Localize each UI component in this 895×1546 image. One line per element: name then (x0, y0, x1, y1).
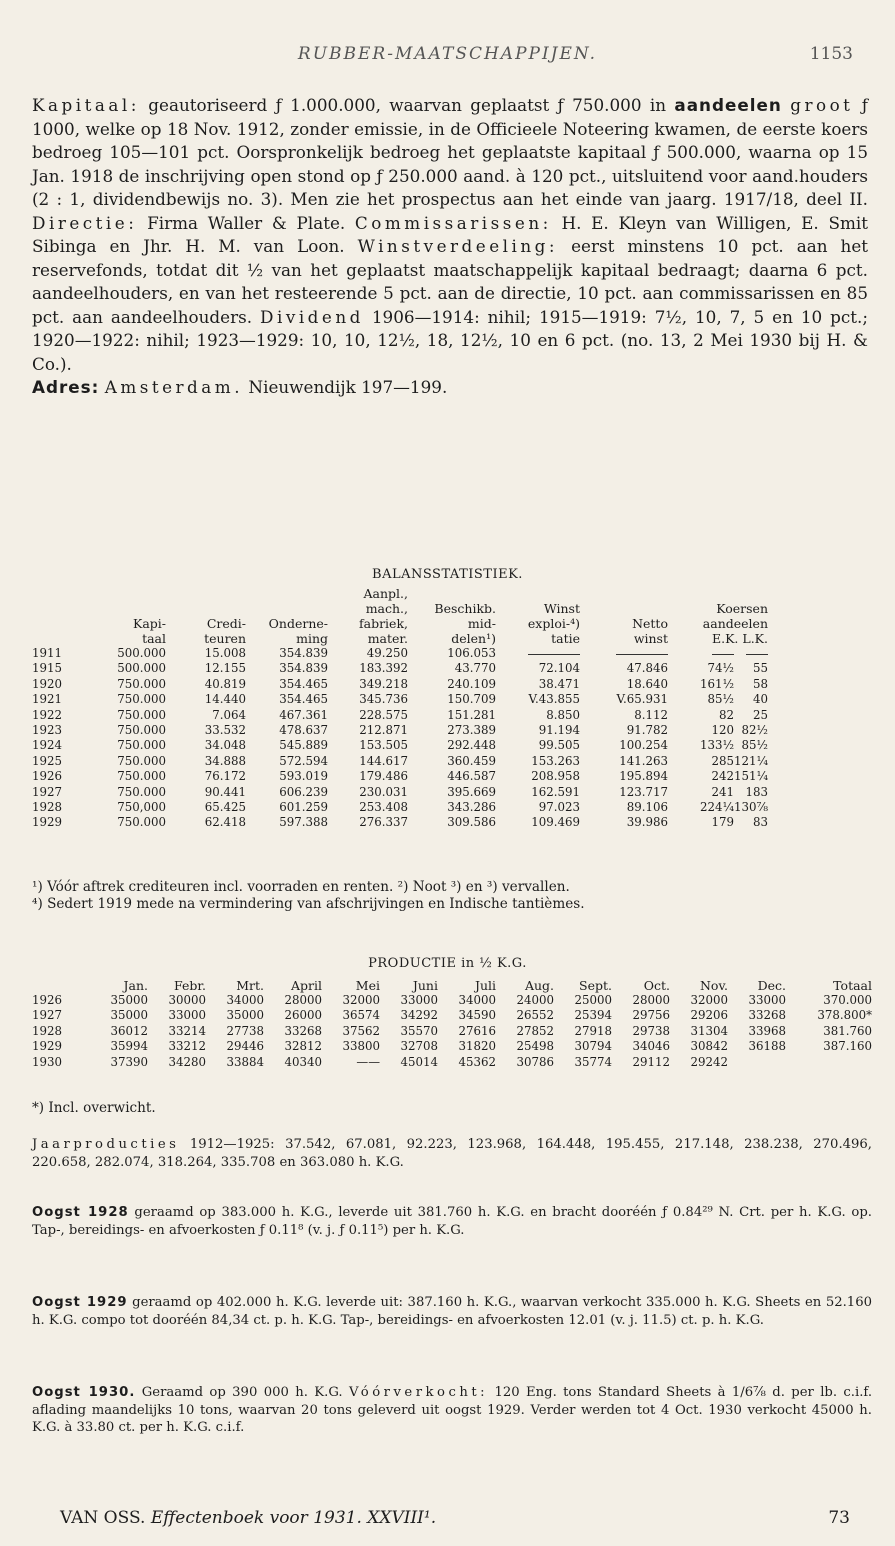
jaarproducties-label: Jaarproducties (32, 1137, 180, 1152)
table-cell: 27616 (458, 1023, 496, 1038)
table-cell: 33214 (168, 1023, 206, 1038)
table-cell: —— (356, 1054, 380, 1069)
table-cell: 7.064 (212, 707, 246, 722)
month-header: Jan. (123, 978, 148, 993)
table-cell: 354.465 (279, 692, 328, 707)
table-cell: 378.800* (817, 1008, 872, 1023)
table-cell: 26552 (516, 1008, 554, 1023)
table-cell: 55 (752, 661, 768, 676)
table-cell: 31304 (690, 1023, 728, 1038)
table-cell: 82 (718, 707, 734, 722)
table-cell: 45362 (458, 1054, 496, 1069)
table-cell: 36012 (110, 1023, 148, 1038)
page-footer (60, 1508, 850, 1528)
table-cell: 606.239 (279, 784, 328, 799)
table-cell: 478.637 (279, 723, 328, 738)
table-cell: 395.669 (447, 784, 496, 799)
footer-book: Effectenboek voor 1931. (150, 1508, 362, 1528)
table-cell: 195.894 (619, 769, 668, 784)
table-cell: 285 (711, 753, 734, 768)
month-header: Oct. (643, 978, 670, 993)
col-koersen: Koersen aandeelen E.K. L.K. (702, 601, 768, 646)
col-kapitaal: Kapi- taal (132, 616, 166, 646)
table-cell: 120 (711, 723, 734, 738)
oogst-1930-text-a: Geraamd op 390 000 h. K.G. (141, 1385, 343, 1400)
table-cell: 161½ (700, 676, 734, 691)
table-cell: 25000 (574, 993, 612, 1007)
table-cell: 33884 (226, 1054, 264, 1069)
year-cell: 1926 (32, 993, 63, 1007)
table-cell: 14.440 (204, 692, 246, 707)
table-cell: 500.000 (117, 646, 166, 660)
footer-volume: XXVIII¹. (367, 1508, 437, 1528)
table-cell: 28000 (284, 993, 322, 1007)
table-cell: V.65.931 (616, 692, 668, 707)
adres-city: Amsterdam. (104, 377, 244, 397)
table-cell: 130⅞ (734, 800, 768, 815)
kapitaal-text: geautoriseerd ƒ 1.000.000, waarvan geplaatst ƒ 750.000 in (148, 95, 667, 115)
table-cell: 35000 (226, 1008, 264, 1023)
table-cell: 151¼ (734, 769, 768, 784)
year-cell: 1930 (32, 1054, 63, 1069)
table-cell: 33268 (284, 1023, 322, 1038)
table-cell: 32708 (400, 1039, 438, 1054)
table-cell: 467.361 (279, 707, 328, 722)
table-cell: 597.388 (279, 815, 328, 830)
table-cell: 1921 (32, 692, 63, 707)
table-cell (580, 646, 668, 661)
table-cell: 162.591 (531, 784, 580, 799)
table-cell: 179.486 (359, 769, 408, 784)
table-cell (668, 646, 734, 661)
table-cell: 91.194 (538, 723, 580, 738)
table-cell: 1922 (32, 707, 63, 722)
directie-label: Directie: (32, 212, 138, 233)
table-cell: 106.053 (447, 646, 496, 660)
table-cell: 33800 (342, 1039, 380, 1054)
table-cell: 370.000 (823, 993, 872, 1007)
table-cell: 354.839 (279, 646, 328, 660)
productie-note: *) Incl. overwicht. (32, 1100, 156, 1116)
jaarproducties-text: 1912—1925: 37.542, 67.081, 92.223, 123.968, 164.448, 195.455, 217.148, 238.238, 270.496, 220.658, 282.074, 318.264, 335.708 en 363.080 h. K.G. (32, 1137, 872, 1170)
table-cell: 750.000 (117, 723, 166, 738)
page-header (0, 44, 895, 74)
table-cell: 29112 (632, 1054, 670, 1069)
table-cell: 153.263 (531, 753, 580, 768)
table-cell: 212.871 (359, 723, 408, 738)
table-cell: 29242 (690, 1054, 728, 1069)
table-cell: 37390 (110, 1054, 148, 1069)
table-row (32, 708, 768, 723)
productie-title: PRODUCTIE in ½ K.G. (368, 956, 527, 971)
month-header: Mrt. (236, 978, 264, 993)
table-cell: 74½ (707, 661, 734, 676)
table-cell: 32000 (342, 993, 380, 1007)
col-crediteuren: Credi- teuren (204, 616, 246, 646)
table-cell: 183 (745, 784, 768, 799)
table-cell: 34046 (632, 1039, 670, 1054)
table-cell: 91.782 (626, 723, 668, 738)
table-cell: 230.031 (359, 784, 408, 799)
adres-label: Adres: (32, 377, 100, 397)
table-cell: 387.160 (823, 1039, 872, 1054)
groot-text: ƒ 1000, welke op 18 Nov. 1912, zonder emissie, in de Officieele Noteering kwamen, de eerste koers bedroeg 105—101 pct. Oorspronkelijk bedroeg het geplaatste kapitaal ƒ 500.000, waarna op 15 Jan. 1918 de inschrijving open stond op ƒ 250.000 aand. à 120 pct., uitsluitend voor aand.houders (2 : 1, dividendbewijs no. 3). Men zie het prospectus aan het einde van jaarg. 1917/18, deel II. (32, 95, 868, 209)
table-cell: 1923 (32, 723, 63, 738)
month-header: April (291, 978, 322, 993)
table-cell: 34280 (168, 1054, 206, 1069)
voorverkocht-label: Vóórverkocht: (348, 1385, 489, 1400)
table-cell: 32000 (690, 993, 728, 1007)
table-cell: 29756 (632, 1008, 670, 1023)
table-cell: 273.389 (447, 723, 496, 738)
table-cell: 83 (752, 815, 768, 830)
jaarproducties-paragraph (32, 1136, 872, 1171)
table-cell: 76.172 (204, 769, 246, 784)
oogst-1929-label: Oogst 1929 (32, 1295, 128, 1310)
year-cell: 1927 (32, 1008, 63, 1023)
table-cell: 309.586 (447, 815, 496, 830)
header-page-number: 1153 (809, 44, 853, 64)
table-cell: 34000 (458, 993, 496, 1007)
table-cell: 33000 (400, 993, 438, 1007)
empty-dash (528, 654, 580, 655)
table-cell: 29738 (632, 1023, 670, 1038)
table-cell: 33268 (748, 1008, 786, 1023)
table-cell: 500.000 (117, 661, 166, 676)
table-cell: 58 (752, 676, 768, 691)
table-cell: 27918 (574, 1023, 612, 1038)
table-cell: 85½ (707, 692, 734, 707)
productie-table (32, 978, 872, 1070)
month-header: Juli (474, 978, 496, 993)
empty-dash (616, 654, 668, 655)
table-row (32, 661, 768, 676)
table-cell: 35570 (400, 1023, 438, 1038)
table-row (32, 769, 768, 784)
balans-note-2: ⁴) Sedert 1919 mede na vermindering van afschrijvingen en Indische tantièmes. (32, 896, 585, 912)
table-cell: 26000 (284, 1008, 322, 1023)
table-cell: 49.250 (366, 646, 408, 660)
table-cell: 292.448 (447, 738, 496, 753)
table-cell: 240.109 (447, 676, 496, 691)
table-cell: 253.408 (359, 800, 408, 815)
balans-header-row (32, 586, 768, 646)
running-title: RUBBER-MAATSCHAPPIJEN. (297, 44, 598, 64)
table-cell: 40 (752, 692, 768, 707)
table-cell: 25 (752, 707, 768, 722)
table-cell: 34.888 (204, 753, 246, 768)
table-cell: 750.000 (117, 738, 166, 753)
groot-label: groot (790, 95, 854, 115)
table-row (32, 1024, 872, 1039)
table-cell: 750.000 (117, 676, 166, 691)
table-cell: 18.640 (626, 676, 668, 691)
table-cell: 25498 (516, 1039, 554, 1054)
table-cell: 1927 (32, 784, 63, 799)
table-row (32, 646, 768, 661)
year-cell: 1928 (32, 1023, 63, 1038)
table-cell: 99.505 (538, 738, 580, 753)
table-cell: 121¼ (734, 753, 768, 768)
winstverdeeling-label: Winstverdeeling: (357, 236, 559, 256)
month-header: Aug. (524, 978, 554, 993)
table-cell: 33968 (748, 1023, 786, 1038)
table-cell: 35994 (110, 1039, 148, 1054)
oogst-1930-paragraph (32, 1384, 872, 1437)
col-netto: Netto winst (632, 616, 668, 646)
table-cell: 1926 (32, 769, 63, 784)
oogst-1929-paragraph (32, 1294, 872, 1329)
table-cell: 349.218 (359, 676, 408, 691)
table-cell: 109.469 (531, 815, 580, 830)
col-aanplant: Aanpl., mach., fabriek, mater. (359, 586, 408, 646)
winstverdeeling-text: eerst minstens 10 pct. aan het reservefonds, totdat dit ½ van het geplaatst maatschappelijk kapitaal bedraagt; daarna 6 pct. aandeelhouders, en van het resteerende 5 pct. aan de directie, 10 pct. aan commissarissen en 85 pct. aan aandeelhouders. (32, 236, 869, 327)
table-cell: 1911 (32, 646, 63, 660)
month-header: Totaal (833, 978, 872, 993)
table-cell: 354.839 (279, 661, 328, 676)
table-cell: 276.337 (359, 815, 408, 830)
balans-table (32, 586, 768, 831)
footer-publisher: VAN OSS. (60, 1508, 146, 1528)
table-cell: 446.587 (447, 769, 496, 784)
table-cell: 150.709 (447, 692, 496, 707)
table-cell: 34000 (226, 993, 264, 1007)
table-cell (734, 646, 768, 661)
table-cell: 30842 (690, 1039, 728, 1054)
table-cell: 12.155 (204, 661, 246, 676)
table-row (32, 754, 768, 769)
table-cell: 62.418 (204, 815, 246, 830)
table-cell: 35774 (574, 1054, 612, 1069)
table-cell: 381.760 (823, 1023, 872, 1038)
table-cell: 750.000 (117, 707, 166, 722)
productie-header-row (32, 978, 872, 993)
col-winst: Winst exploi-⁴) tatie (527, 601, 580, 646)
table-row (32, 800, 768, 815)
table-cell: 1924 (32, 738, 63, 753)
table-cell (496, 646, 580, 661)
kapitaal-label: Kapitaal: (32, 95, 140, 115)
table-cell: 153.505 (359, 738, 408, 753)
table-cell: 28000 (632, 993, 670, 1007)
month-header: Febr. (174, 978, 206, 993)
month-header: Mei (355, 978, 380, 993)
table-cell: 179 (711, 815, 734, 830)
oogst-1928-text: geraamd op 383.000 h. K.G., leverde uit 381.760 h. K.G. en bracht dooréén ƒ 0.84²⁹ N. Crt. per h. K.G. op. Tap-, bereidings- en afvoerkosten ƒ 0.11⁸ (v. j. ƒ 0.11⁵) per h. K.G. (32, 1205, 872, 1238)
table-cell: 8.112 (634, 707, 668, 722)
table-cell: 45014 (400, 1054, 438, 1069)
empty-dash (712, 654, 734, 655)
table-cell: 183.392 (359, 661, 408, 676)
table-cell: 241 (711, 784, 734, 799)
table-cell: 31820 (458, 1039, 496, 1054)
table-cell: 37562 (342, 1023, 380, 1038)
table-cell: 141.263 (619, 753, 668, 768)
table-row (32, 993, 872, 1008)
table-cell: 36574 (342, 1008, 380, 1023)
table-cell: 97.023 (538, 800, 580, 815)
table-cell: 750.000 (117, 784, 166, 799)
table-cell: 750.000 (117, 692, 166, 707)
table-row (32, 738, 768, 753)
dividend-text: 1906—1914: nihil; 1915—1919: 7½, 10, 7, 5 en 10 pct.; 1920—1922: nihil; 1923—1929: 10, 10, 12½, 18, 12½, 10 en 6 pct. (no. 13, 2 Mei 1930 bij H. & Co.). (32, 306, 868, 374)
col-onderneming: Onderne- ming (268, 616, 328, 646)
table-cell: 33.532 (204, 723, 246, 738)
table-cell: 593.019 (279, 769, 328, 784)
table-cell: 33000 (168, 1008, 206, 1023)
table-cell: 43.770 (454, 661, 496, 676)
adres-street: Nieuwendijk 197—199. (248, 377, 448, 397)
table-cell: 27852 (516, 1023, 554, 1038)
commissarissen-label: Commissarissen: (354, 212, 552, 233)
month-header: Nov. (699, 978, 728, 993)
table-cell: 27738 (226, 1023, 264, 1038)
table-cell: 224¼ (700, 800, 734, 815)
table-cell: 360.459 (447, 753, 496, 768)
table-row (32, 815, 768, 830)
table-cell: 1915 (32, 661, 63, 676)
table-cell: 144.617 (359, 753, 408, 768)
table-cell: 30794 (574, 1039, 612, 1054)
month-header: Dec. (757, 978, 786, 993)
table-cell: 72.104 (538, 661, 580, 676)
table-cell: 24000 (516, 993, 554, 1007)
table-cell: V.43.855 (528, 692, 580, 707)
table-cell: 345.736 (359, 692, 408, 707)
table-cell: 30000 (168, 993, 206, 1007)
table-cell: 242 (711, 769, 734, 784)
table-cell: 1929 (32, 815, 63, 830)
directie-text: Firma Waller & Plate. (147, 212, 346, 233)
table-cell: 35000 (110, 993, 148, 1007)
table-cell: 343.286 (447, 800, 496, 815)
table-row (32, 677, 768, 692)
table-cell: 1928 (32, 800, 63, 815)
table-cell: 354.465 (279, 676, 328, 691)
table-cell: 39.986 (626, 815, 668, 830)
col-beschikbaar: Beschikb. mid- delen¹) (434, 601, 496, 646)
table-cell: 34292 (400, 1008, 438, 1023)
table-row (32, 785, 768, 800)
table-cell: 38.471 (538, 676, 580, 691)
table-cell: 228.575 (359, 707, 408, 722)
table-cell: 151.281 (447, 707, 496, 722)
table-cell: 82½ (741, 723, 768, 738)
table-cell: 750.000 (117, 815, 166, 830)
table-cell (786, 1055, 872, 1070)
table-cell: 90.441 (204, 784, 246, 799)
table-cell: 601.259 (279, 800, 328, 815)
company-description (32, 94, 868, 400)
oogst-1930-text-b: 120 Eng. tons Standard Sheets à 1/6⅞ d. per lb. c.i.f. aflading maandelijks 10 tons, waarvan 20 tons geleverd uit oogst 1929. Verder werden tot 4 Oct. 1930 verkocht 45000 h. K.G. à 33.80 ct. per h. K.G. c.i.f. (32, 1385, 873, 1435)
oogst-1929-text: geraamd op 402.000 h. K.G. leverde uit: 387.160 h. K.G., waarvan verkocht 335.000 h. K.G. Sheets en 52.160 h. K.G. compo tot dooréén 84,34 ct. p. h. K.G. Tap-, bereidings- en afvoerkosten 12.01 (v. j. 11.5) ct. p. h. K.G. (32, 1295, 872, 1328)
table-cell: 208.958 (531, 769, 580, 784)
oogst-1928-label: Oogst 1928 (32, 1205, 129, 1220)
table-cell: 750,000 (117, 800, 166, 815)
table-row (32, 1055, 872, 1070)
balans-notes (32, 879, 872, 913)
table-cell: 33000 (748, 993, 786, 1007)
table-cell: 133½ (700, 738, 734, 753)
table-cell: 33212 (168, 1039, 206, 1054)
table-cell: 545.889 (279, 738, 328, 753)
table-row (32, 1039, 872, 1054)
year-cell: 1929 (32, 1039, 63, 1054)
table-cell: 40.819 (204, 676, 246, 691)
table-cell: 36188 (748, 1039, 786, 1054)
table-row (32, 692, 768, 707)
table-row (32, 1008, 872, 1023)
table-cell: 750.000 (117, 753, 166, 768)
table-cell: 34.048 (204, 738, 246, 753)
table-cell: 29446 (226, 1039, 264, 1054)
table-cell: 35000 (110, 1008, 148, 1023)
table-cell: 89.106 (626, 800, 668, 815)
empty-dash (746, 654, 768, 655)
table-cell: 47.846 (626, 661, 668, 676)
table-cell: 100.254 (619, 738, 668, 753)
table-cell: 750.000 (117, 769, 166, 784)
table-row (32, 723, 768, 738)
footer-page-number: 73 (828, 1508, 850, 1528)
table-cell: 1925 (32, 753, 63, 768)
table-cell: 29206 (690, 1008, 728, 1023)
table-cell: 25394 (574, 1008, 612, 1023)
month-header: Sept. (579, 978, 612, 993)
dividend-label: Dividend (260, 306, 364, 327)
table-cell: 15.008 (204, 646, 246, 660)
table-cell: 34590 (458, 1008, 496, 1023)
table-cell: 32812 (284, 1039, 322, 1054)
balans-note-1: ¹) Vóór aftrek crediteuren incl. voorraden en renten. ²) Noot ³) en ³) vervallen. (32, 879, 570, 895)
table-cell: 123.717 (619, 784, 668, 799)
table-cell: 30786 (516, 1054, 554, 1069)
oogst-1928-paragraph (32, 1204, 872, 1239)
oogst-1930-label: Oogst 1930. (32, 1385, 136, 1400)
table-cell: 65.425 (204, 800, 246, 815)
month-header: Juni (412, 978, 438, 993)
balans-title: BALANSSTATISTIEK. (372, 567, 523, 582)
table-cell: 40340 (284, 1054, 322, 1069)
table-cell: 85½ (741, 738, 768, 753)
aandeelen-label: aandeelen (674, 95, 782, 115)
table-cell: 572.594 (279, 753, 328, 768)
table-cell (728, 1055, 786, 1070)
table-cell: 8.850 (546, 707, 580, 722)
commissarissen-text: H. E. Kleyn van Willigen, E. Smit Sibinga en Jhr. H. M. van Loon. (32, 212, 868, 256)
table-cell: 1920 (32, 676, 63, 691)
